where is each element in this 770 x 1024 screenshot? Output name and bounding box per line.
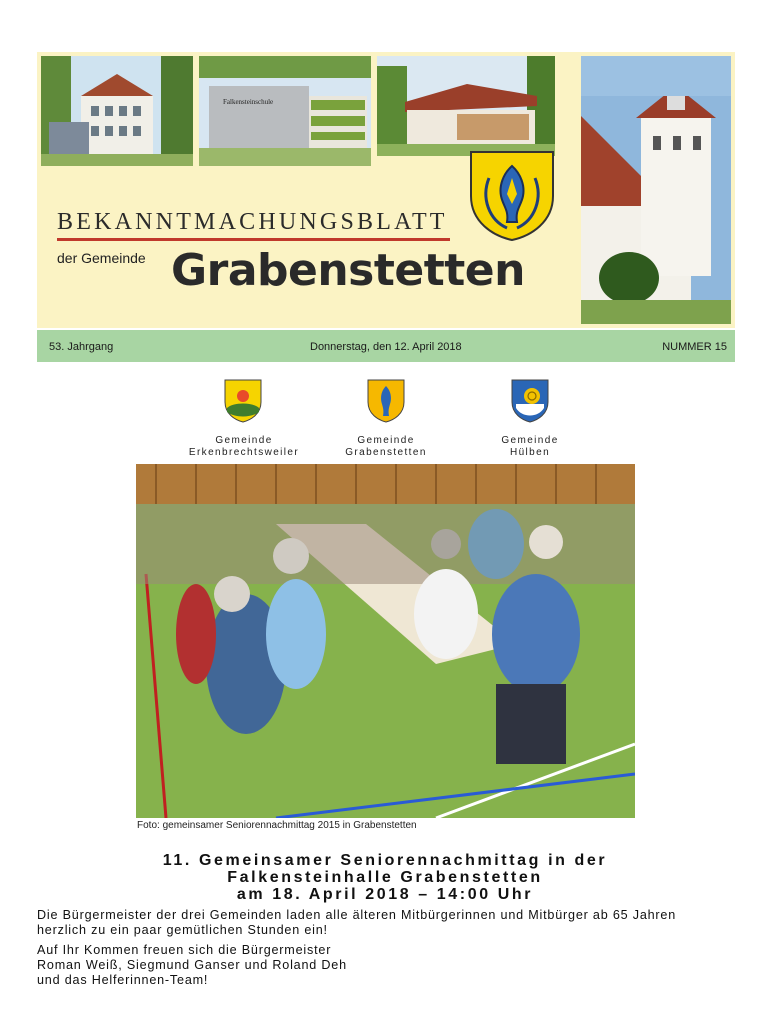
photo-old-school <box>41 56 193 166</box>
photo-caption: Foto: gemeinsamer Seniorennachmittag 2015 in Grabenstetten <box>137 820 417 831</box>
issue-number: NUMMER 15 <box>662 341 727 353</box>
masthead <box>37 52 735 328</box>
school-sign: Falkensteinschule <box>223 98 274 106</box>
article-headline <box>60 852 710 903</box>
erkenbrechtsweiler-crest-icon <box>223 378 263 424</box>
crest-label-huelben: Gemeinde Hülben <box>501 435 559 458</box>
headline-line-3: am 18. April 2018 – 14:00 Uhr <box>236 886 534 903</box>
headline-line-1: 11. Gemeinsamer Seniorennachmittag in der <box>162 852 608 869</box>
photo-falkensteinhalle <box>377 56 555 156</box>
photo-church <box>581 56 731 324</box>
grabenstetten-main-crest-icon <box>467 148 557 242</box>
grabenstetten-crest-icon <box>366 378 406 424</box>
photo-falkensteinschule <box>199 56 371 166</box>
issue-date: Donnerstag, den 12. April 2018 <box>310 341 462 353</box>
crest-label-erkenbrechtsweiler: Gemeinde Erkenbrechtsweiler <box>188 435 300 458</box>
article-paragraph-signoff: Auf Ihr Kommen freuen sich die Bürgermeister Roman Weiß, Siegmund Ganser und Roland Deh und das Helferinnen-Team! <box>37 943 347 987</box>
title-rule <box>57 238 450 241</box>
crest-label-grabenstetten: Gemeinde Grabenstetten <box>345 435 427 458</box>
issue-info-bar <box>37 330 735 362</box>
headline-line-2: Falkensteinhalle Grabenstetten <box>227 869 543 886</box>
masthead-title-town: Grabenstetten <box>171 245 525 296</box>
masthead-title-top: BEKANNTMACHUNGSBLATT <box>57 209 448 235</box>
huelben-crest-icon <box>510 378 550 424</box>
article-paragraph-invitation: Die Bürgermeister der drei Gemeinden laden alle älteren Mitbürgerinnen und Mitbürger ab 65 Jahren herzlich zu ein paar gemütlichen Stunden ein! <box>37 908 677 937</box>
masthead-subtitle: der Gemeinde <box>57 250 146 266</box>
volume-label: 53. Jahrgang <box>49 341 114 353</box>
seniors-event-photo <box>136 464 635 818</box>
